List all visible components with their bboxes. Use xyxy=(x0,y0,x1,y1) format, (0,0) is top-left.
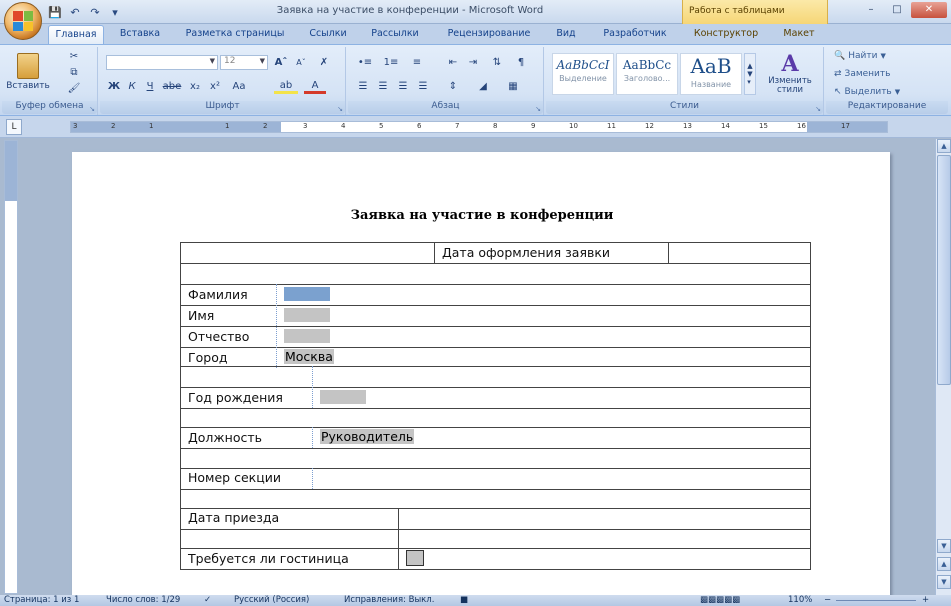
next-page-icon[interactable]: ▼ xyxy=(937,575,951,589)
birth-year-label: Год рождения xyxy=(188,390,283,405)
top-margin-area xyxy=(5,141,17,201)
table-row-divider xyxy=(180,366,811,367)
styles-scroll[interactable]: ▲ ▼ ▾ xyxy=(744,53,756,95)
ruler-tick: 17 xyxy=(841,122,850,130)
cut-icon[interactable]: ✂ xyxy=(69,50,79,62)
ribbon-tabs xyxy=(0,24,951,44)
change-styles-icon: A xyxy=(781,51,799,77)
first-name-label: Имя xyxy=(188,308,215,323)
align-left-icon[interactable]: ☰ xyxy=(358,81,368,92)
change-styles-button[interactable] xyxy=(760,49,820,97)
dialog-launcher-icon[interactable]: ↘ xyxy=(535,105,541,113)
first-name-field[interactable] xyxy=(284,308,330,322)
style-tile-title[interactable] xyxy=(680,53,742,95)
scroll-thumb[interactable] xyxy=(937,155,951,385)
grow-font-icon[interactable]: Aˆ xyxy=(274,57,288,68)
office-logo-icon xyxy=(13,11,33,31)
clipboard-group-label: Буфер обмена xyxy=(2,101,97,114)
ruler-tick: 1 xyxy=(225,122,230,130)
table-row-divider xyxy=(180,529,811,530)
font-size-value: 12 xyxy=(224,56,236,66)
tab-developer[interactable]: Разработчик xyxy=(603,28,667,39)
ruler-tick: 2 xyxy=(111,122,116,130)
paste-icon xyxy=(17,53,39,79)
table-row-divider xyxy=(180,305,811,306)
copy-icon[interactable]: ⧉ xyxy=(70,66,78,78)
hotel-label: Требуется ли гостиница xyxy=(188,551,349,566)
editing-group-label: Редактирование xyxy=(826,101,948,114)
style-name: Название xyxy=(690,80,732,89)
ruler-tick: 7 xyxy=(455,122,460,130)
select-label: Выделить xyxy=(844,87,892,97)
zoom-in-icon[interactable]: + xyxy=(922,595,930,605)
dialog-launcher-icon[interactable]: ↘ xyxy=(337,105,343,113)
ruler-strip xyxy=(70,121,888,133)
ruler-tick: 1 xyxy=(149,122,154,130)
change-styles-label: Изменить стили xyxy=(768,76,812,95)
document-page[interactable] xyxy=(72,152,890,595)
change-case-icon[interactable]: Aa xyxy=(232,81,246,92)
chevron-down-icon: ▼ xyxy=(259,57,265,65)
city-field[interactable]: Москва xyxy=(285,349,333,364)
table-col-divider xyxy=(312,468,313,489)
scroll-down-icon[interactable]: ▼ xyxy=(937,539,951,553)
tab-references[interactable]: Ссылки xyxy=(309,28,347,39)
format-painter-icon[interactable]: 🖌 xyxy=(67,82,81,94)
style-name: Заголово... xyxy=(623,74,671,83)
city-label: Город xyxy=(188,350,228,365)
tab-design[interactable]: Конструктор xyxy=(693,28,759,39)
clipboard-group xyxy=(2,47,98,115)
position-label: Должность xyxy=(188,430,263,445)
title-bar xyxy=(0,0,951,24)
view-buttons[interactable]: ▩▩▩▩▩ xyxy=(700,595,741,605)
table-col-divider xyxy=(668,242,669,263)
proofing-icon[interactable]: ✓ xyxy=(204,595,212,605)
binoculars-icon: 🔍 xyxy=(834,51,846,61)
tab-home[interactable]: Главная xyxy=(48,25,104,44)
bullets-icon[interactable]: •≡ xyxy=(357,57,373,68)
arrival-label: Дата приезда xyxy=(188,510,280,525)
last-name-field[interactable] xyxy=(284,287,330,301)
redo-icon[interactable]: ↷ xyxy=(90,5,100,19)
table-row-divider xyxy=(180,448,811,449)
tab-layout[interactable]: Макет xyxy=(783,28,815,39)
document-workspace xyxy=(22,139,935,595)
font-color-icon[interactable]: A xyxy=(304,79,326,94)
style-tile-heading[interactable] xyxy=(616,53,678,95)
increase-indent-icon[interactable]: ⇥ xyxy=(468,57,478,68)
editing-group xyxy=(826,47,948,115)
ruler-tick: 12 xyxy=(645,122,654,130)
table-col-divider xyxy=(434,242,435,263)
styles-group xyxy=(546,47,824,115)
decrease-indent-icon[interactable]: ⇤ xyxy=(448,57,458,68)
word-count[interactable]: Число слов: 1/29 xyxy=(106,595,181,605)
ruler-tick: 5 xyxy=(379,122,384,130)
table-col-divider xyxy=(276,284,277,368)
patronymic-field[interactable] xyxy=(284,329,330,343)
font-group xyxy=(100,47,346,115)
clear-formatting-icon[interactable]: ✗ xyxy=(319,57,329,68)
previous-page-icon[interactable]: ▲ xyxy=(937,557,951,571)
macro-record-icon[interactable]: ■ xyxy=(460,595,469,605)
sort-icon[interactable]: ⇅ xyxy=(492,57,502,68)
position-field[interactable]: Руководитель xyxy=(321,429,414,444)
table-row-divider xyxy=(180,387,811,388)
zoom-out-icon[interactable]: − xyxy=(824,595,832,605)
shading-icon[interactable]: ◢ xyxy=(479,81,487,92)
tab-page-layout[interactable]: Разметка страницы xyxy=(185,28,285,39)
table-row-divider xyxy=(180,427,811,428)
justify-icon[interactable]: ☰ xyxy=(418,81,428,92)
vertical-scrollbar[interactable] xyxy=(935,139,951,595)
paste-button[interactable] xyxy=(8,49,48,95)
dialog-launcher-icon[interactable]: ↘ xyxy=(89,105,95,113)
maximize-button[interactable]: □ xyxy=(892,4,902,15)
paragraph-group xyxy=(348,47,544,115)
superscript-icon[interactable]: x² xyxy=(210,81,220,92)
page-count[interactable]: Страница: 1 из 1 xyxy=(4,595,80,605)
birth-year-field[interactable] xyxy=(320,390,366,404)
ruler-tick: 3 xyxy=(73,122,78,130)
track-changes-indicator[interactable]: Исправления: Выкл. xyxy=(344,595,435,605)
qat-customize-icon[interactable]: ▾ xyxy=(112,5,118,19)
patronymic-label: Отчество xyxy=(188,329,250,344)
highlight-icon[interactable]: ab xyxy=(274,79,298,94)
find-label: Найти xyxy=(848,51,878,61)
find-button[interactable] xyxy=(834,51,886,61)
table-row-divider xyxy=(180,263,811,264)
ruler-tick: 6 xyxy=(417,122,422,130)
italic-icon[interactable]: К xyxy=(128,81,136,92)
replace-icon: ⇄ xyxy=(834,69,842,79)
ruler-tick: 8 xyxy=(493,122,498,130)
ruler-tick: 10 xyxy=(569,122,578,130)
quick-access-toolbar xyxy=(48,4,122,20)
ruler-tick: 15 xyxy=(759,122,768,130)
table-row-divider xyxy=(180,284,811,285)
chevron-down-icon: ▼ xyxy=(880,52,886,60)
ruler-tick: 16 xyxy=(797,122,806,130)
close-button[interactable]: ✕ xyxy=(911,2,947,18)
undo-icon[interactable]: ↶ xyxy=(70,5,80,19)
numbering-icon[interactable]: 1≡ xyxy=(383,57,399,68)
scroll-up-icon[interactable]: ▲ xyxy=(937,139,951,153)
ribbon xyxy=(0,44,951,116)
ruler-tick: 11 xyxy=(607,122,616,130)
page-title: Заявка на участие в конференции xyxy=(350,208,614,223)
status-bar xyxy=(0,595,951,606)
last-name-label: Фамилия xyxy=(188,287,248,302)
font-name-combo[interactable] xyxy=(106,55,218,70)
table-row-divider xyxy=(180,408,811,409)
styles-group-label: Стили xyxy=(546,101,823,114)
table-row-divider xyxy=(180,548,811,549)
table-col-divider xyxy=(312,366,313,408)
line-spacing-icon[interactable]: ⇕ xyxy=(448,81,458,92)
chevron-down-icon: ▼ xyxy=(894,88,901,96)
tab-mailings[interactable]: Рассылки xyxy=(371,28,419,39)
subscript-icon[interactable]: x₂ xyxy=(190,81,200,92)
hotel-checkbox[interactable] xyxy=(406,550,424,566)
table-tools-group-label: Работа с таблицами xyxy=(682,0,828,24)
office-button[interactable] xyxy=(4,2,42,40)
style-sample: AaBbCc xyxy=(622,58,672,72)
window-controls xyxy=(859,2,947,18)
underline-icon[interactable]: Ч xyxy=(146,81,154,92)
ruler-tick: 2 xyxy=(263,122,268,130)
cursor-icon: ↖ xyxy=(834,87,842,97)
vertical-ruler[interactable] xyxy=(4,140,18,594)
replace-button[interactable] xyxy=(834,69,890,79)
left-margin-area xyxy=(71,122,281,132)
minimize-button[interactable]: – xyxy=(868,4,874,15)
chevron-down-icon: ▼ xyxy=(209,57,215,65)
tab-insert[interactable]: Вставка xyxy=(119,28,161,39)
dialog-launcher-icon[interactable]: ↘ xyxy=(815,105,821,113)
table-row-divider xyxy=(180,508,811,509)
paste-label: Вставить xyxy=(6,81,50,91)
font-group-label: Шрифт xyxy=(100,101,345,114)
style-sample: AaBbCcI xyxy=(556,58,610,72)
date-label: Дата оформления заявки xyxy=(442,245,611,260)
window-title: Заявка на участие в конференции - Microsoft Word xyxy=(276,5,544,16)
strikethrough-icon[interactable]: abe xyxy=(162,81,182,92)
style-name: Выделение xyxy=(559,74,607,83)
table-row-divider xyxy=(180,489,811,490)
ruler-tick: 9 xyxy=(531,122,536,130)
table-row-divider xyxy=(180,326,811,327)
bold-icon[interactable]: Ж xyxy=(107,81,121,92)
horizontal-ruler[interactable] xyxy=(0,116,951,138)
shrink-font-icon[interactable]: Aˇ xyxy=(296,58,306,67)
align-center-icon[interactable]: ☰ xyxy=(378,81,388,92)
tab-view[interactable]: Вид xyxy=(556,28,576,39)
style-sample: AaB xyxy=(690,54,732,78)
table-row-divider xyxy=(180,347,811,348)
style-tile-emphasis[interactable] xyxy=(552,53,614,95)
align-right-icon[interactable]: ☰ xyxy=(398,81,408,92)
ruler-tick: 13 xyxy=(683,122,692,130)
save-icon[interactable]: 💾 xyxy=(48,5,62,19)
zoom-slider[interactable] xyxy=(836,600,916,601)
ruler-tick: 14 xyxy=(721,122,730,130)
select-button[interactable] xyxy=(834,87,900,97)
font-size-combo[interactable] xyxy=(220,55,268,70)
section-label: Номер секции xyxy=(188,470,281,485)
zoom-level[interactable]: 110% xyxy=(788,595,813,605)
ruler-tick: 3 xyxy=(303,122,308,130)
tab-selector-icon[interactable]: L xyxy=(6,119,22,135)
language-indicator[interactable]: Русский (Россия) xyxy=(234,595,310,605)
ruler-tick: 4 xyxy=(341,122,346,130)
paragraph-group-label: Абзац xyxy=(348,101,543,114)
pilcrow-icon[interactable]: ¶ xyxy=(517,57,525,68)
borders-icon[interactable]: ▦ xyxy=(508,81,518,92)
tab-review[interactable]: Рецензирование xyxy=(447,28,531,39)
multilevel-list-icon[interactable]: ≡ xyxy=(412,57,422,68)
table-row-divider xyxy=(180,468,811,469)
replace-label: Заменить xyxy=(844,69,891,79)
table-col-divider xyxy=(398,508,399,570)
table-col-divider xyxy=(312,427,313,448)
